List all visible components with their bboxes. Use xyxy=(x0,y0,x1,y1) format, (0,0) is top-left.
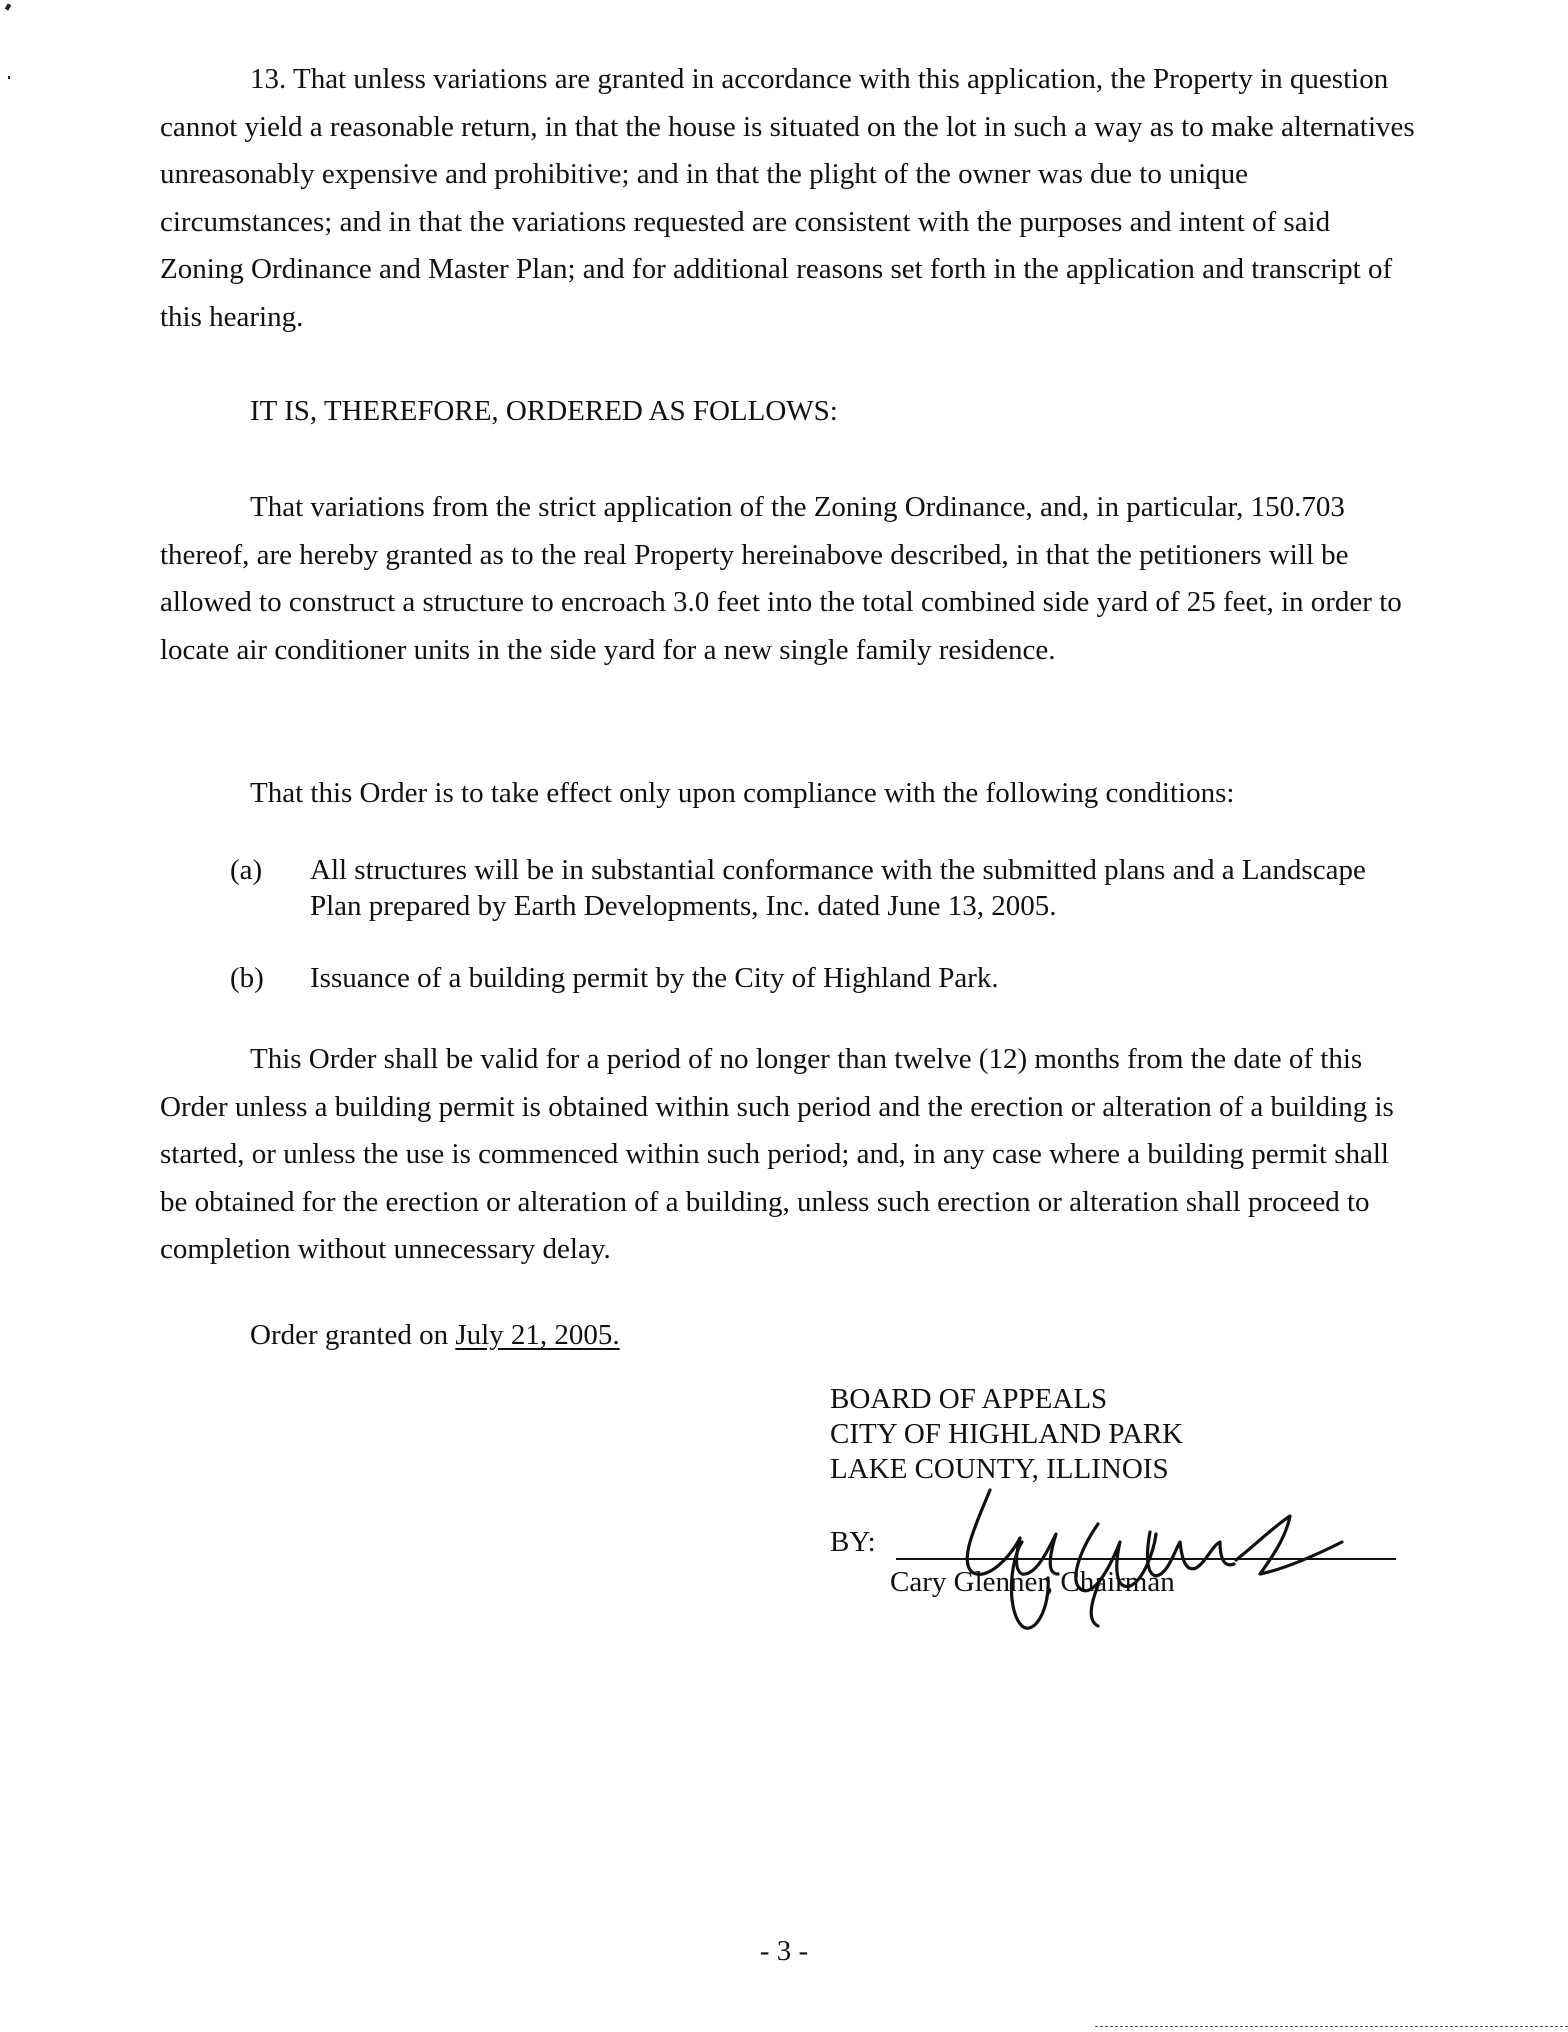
validity-paragraph: This Order shall be valid for a period of no longer than twelve (12) months from the date of this Order unless a building permit is obtained within such period and the erection or alteration of a building is started, or unless the use is commenced within such period; and, in any case where a building permit shall be obtained for the erection or alteration of a building, unless such erection or alteration shall proceed to completion without unnecessary delay. xyxy=(160,1043,1394,1265)
variations-paragraph: That variations from the strict application of the Zoning Ordinance, and, in particular, 150.703 thereof, are hereby granted as to the real Property hereinabove described, in that the petitioners will be allowed to construct a structure to encroach 3.0 feet into the total combined side yard of 25 feet, in order to locate air conditioner units in the side yard for a new single family residence. xyxy=(160,491,1402,666)
order-granted-date: July 21, 2005. xyxy=(455,1319,620,1351)
paragraph-13: 13. That unless variations are granted in accordance with this application, the Property in question cannot yield a reasonable return, in that the house is situated on the lot in such a way as to make alternatives unreasonably expensive and prohibitive; and in that the plight of the owner was due to unique circumstances; and in that the variations requested are consistent with the purposes and intent of said Zoning Ordinance and Master Plan; and for additional reasons set forth in the application and transcript of this hearing. xyxy=(160,63,1415,333)
page-number: - 3 - xyxy=(759,1935,809,1967)
condition-text: All structures will be in substantial conformance with the submitted plans and a Landscape Plan prepared by Earth Developments, Inc. dated June 13, 2005. xyxy=(310,854,1366,922)
board-name: BOARD OF APPEALS xyxy=(830,1383,1108,1415)
city-name: CITY OF HIGHLAND PARK xyxy=(830,1418,1184,1450)
scan-artifact xyxy=(8,76,10,79)
scan-edge-line xyxy=(1095,2026,1568,2027)
county-state: LAKE COUNTY, ILLINOIS xyxy=(830,1453,1169,1485)
order-granted-line xyxy=(250,1312,1050,1360)
handwritten-signature xyxy=(950,1450,1350,1640)
condition-text: Issuance of a building permit by the City of Highland Park. xyxy=(310,962,999,994)
condition-marker: (a) xyxy=(230,854,263,886)
order-granted-label: Order granted on xyxy=(250,1319,456,1351)
ordered-heading: IT IS, THEREFORE, ORDERED AS FOLLOWS: xyxy=(250,395,838,427)
by-label: BY: xyxy=(830,1526,876,1558)
condition-marker: (b) xyxy=(230,962,264,994)
signer-name: Cary Glenner, Chairman xyxy=(890,1566,1175,1598)
scan-artifact xyxy=(5,3,11,10)
conditions-intro: That this Order is to take effect only upon compliance with the following conditions: xyxy=(250,777,1235,809)
